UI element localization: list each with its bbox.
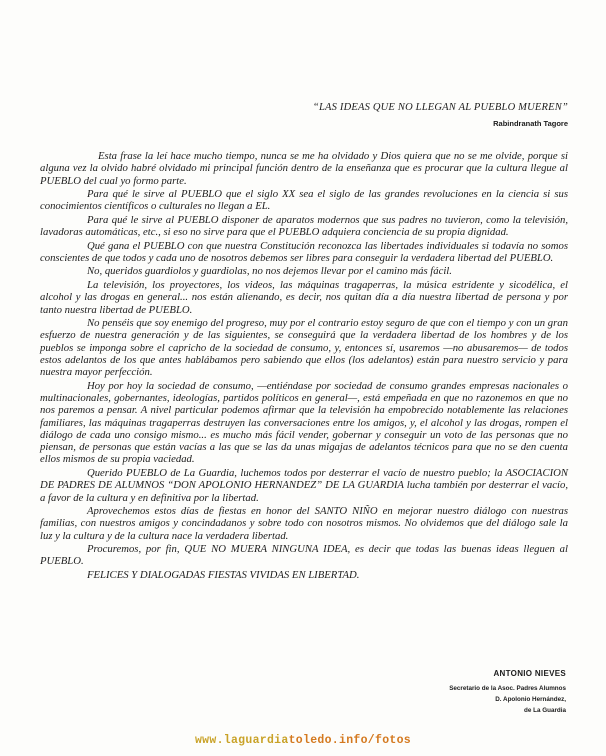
paragraph: No penséis que soy enemigo del progreso, muy por el contrario estoy seguro de que con el tiempo y con un gran esfuerzo de nuestra generación y de las siguientes, se conseguirá que la verdadera libertad de los hombres y de los pueblos se imponga sobre el capricho de la sociedad de consumo, y, entonces sí, usaremos —no abusaremos— de todos estos adelantos de los que antes hablábamos pero sabiendo que ellos (los adelantos) están para nuestro servicio y para nuestra mayor perfección. bbox=[40, 316, 568, 379]
paragraph: La televisión, los proyectores, los videos, las máquinas tragaperras, la música estridente y sicodélica, el alcohol y las drogas en general... nos están alienando, es decir, nos quitan día a día nuestra libertad de persona y por tanto nuestra libertad de PUEBLO. bbox=[40, 278, 568, 316]
signature-place: de La Guardia bbox=[524, 707, 566, 714]
paragraph: Querido PUEBLO de La Guardia, luchemos todos por desterrar el vacío de nuestro pueblo; la ASOCIACION DE PADRES DE ALUMNOS “DON APOLONIO HERNANDEZ” DE LA GUARDIA lucha también por desterrar el vacío, a favor de la cultura y en definitiva por la libertad. bbox=[40, 466, 568, 504]
epigraph bbox=[313, 102, 568, 128]
paragraph: No, queridos guardiolos y guardiolas, no nos dejemos llevar por el camino más fácil. bbox=[87, 265, 452, 278]
watermark-part-2: toledo.info/fotos bbox=[288, 734, 412, 747]
paragraph: Qué gana el PUEBLO con que nuestra Constitución reconozca las libertades individuales si todavía no somos conscientes de que todos y cada uno de nosotros debemos ser libres para conseguir la verdadera libertad del PUEBLO. bbox=[40, 239, 568, 264]
letter-body bbox=[40, 150, 568, 582]
epigraph-quote: “LAS IDEAS QUE NO LLEGAN AL PUEBLO MUEREN” bbox=[312, 102, 568, 113]
paragraph: Procuremos, por fin, QUE NO MUERA NINGUNA IDEA, es decir que todas las buenas ideas lleguen al PUEBLO. bbox=[40, 543, 568, 568]
signature-name: ANTONIO NIEVES bbox=[493, 669, 566, 678]
paragraph: Esta frase la leí hace mucho tiempo, nunca se me ha olvidado y Dios quiera que no se me olvide, porque si alguna vez la olvido habré olvidado mi principal función dentro de la enseñanza que es procurar que la cultura llegue al PUEBLO del cual yo formo parte. bbox=[40, 150, 568, 187]
signature-school: D. Apolonio Hernández, bbox=[495, 696, 566, 703]
website-watermark bbox=[0, 734, 606, 747]
closing-line: FELICES Y DIALOGADAS FIESTAS VIVIDAS EN LIBERTAD. bbox=[87, 568, 360, 581]
watermark-part-1: www.laguardia bbox=[194, 734, 289, 747]
epigraph-author: Rabindranath Tagore bbox=[493, 119, 568, 128]
signature-title: Secretario de la Asoc. Padres Alumnos bbox=[449, 685, 566, 692]
paragraph: Para qué le sirve al PUEBLO que el siglo XX sea el siglo de las grandes revoluciones en la ciencia si sus conocimientos científicos o culturales no llegan a EL. bbox=[40, 188, 568, 213]
paragraph: Aprovechemos estos días de fiestas en honor del SANTO NIÑO en mejorar nuestro diálogo con nuestras familias, con nuestros amigos y concindadanos y sobre todo con nosotros mismos. No olvidemos que del diálogo sale la luz y la cultura y de la cultura nace la verdadera libertad. bbox=[40, 505, 568, 542]
paragraph: Para qué le sirve al PUEBLO disponer de aparatos modernos que sus padres no tuvieron, como la televisión, lavadoras automáticas, etc., si eso no sirve para que el PUEBLO adquiera conciencia de su propia dignidad. bbox=[40, 213, 568, 239]
paragraph: Hoy por hoy la sociedad de consumo, —entiéndase por sociedad de consumo grandes empresas nacionales o multinacionales, gobernantes, ideologías, partidos políticos en general—, está empeñada en que no razonemos en que no nos paremos a pensar. A nivel particular podemos afirmar que la televisión ha empobrecido notablemente las relaciones familiares, las máquinas tragaperras destruyen las conversaciones entre los amigos, y, el alcohol y las drogas, rompen el diálogo de cada uno consigo mismo... es mucho más fácil vender, gobernar y conseguir un voto de las personas que no piensan, de personas que están vacías a las que se las da unas migajas de adelantos técnicos para que no se den cuenta ellos mismos de su propia vaciedad. bbox=[40, 379, 568, 466]
signature-block bbox=[449, 669, 566, 716]
